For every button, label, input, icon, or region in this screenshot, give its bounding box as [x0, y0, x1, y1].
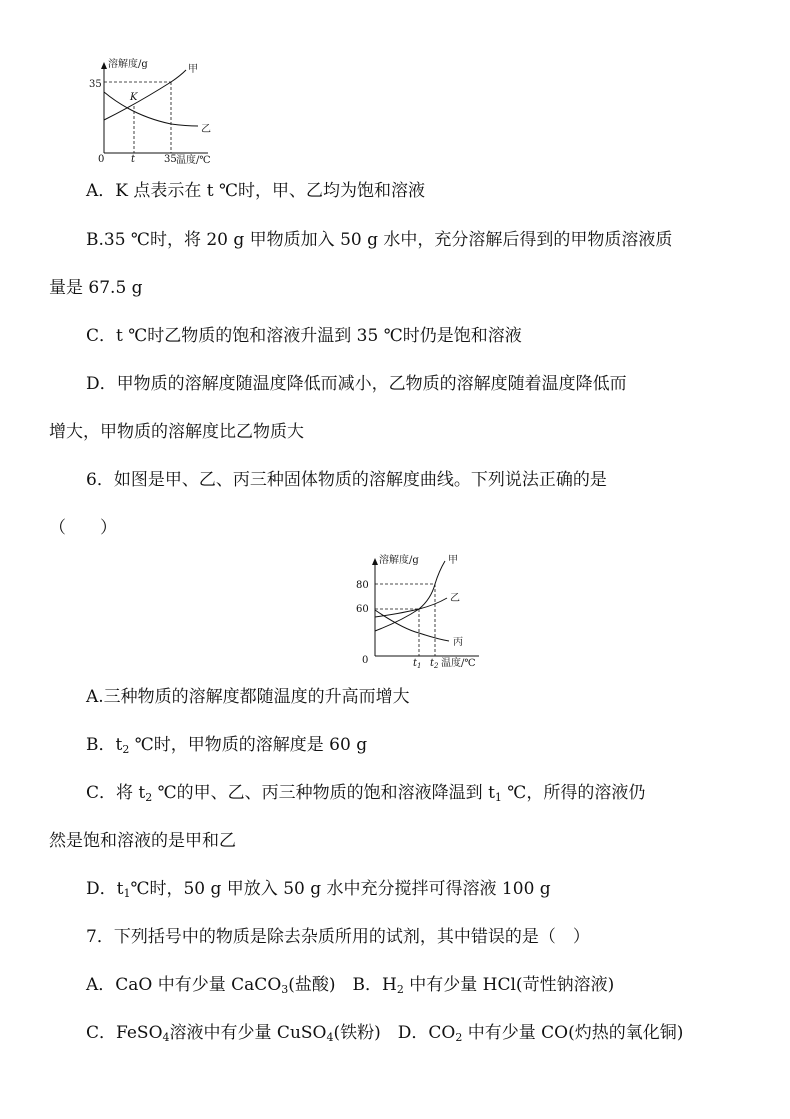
x-tick-t2: $t_2$	[430, 658, 439, 670]
x-tick-35: 35	[164, 154, 177, 165]
q6-option-c-line1: C．将 $t_2$ ℃的甲、乙、丙三种物质的饱和溶液降温到 $t_1$ ℃，所得的溶液仍	[86, 783, 646, 804]
y-tick-60: 60	[356, 604, 369, 615]
q5-option-d-line1: D．甲物质的溶解度随温度降低而减小，乙物质的溶解度随着温度降低而	[86, 374, 627, 394]
label-yi: 乙	[450, 593, 460, 604]
y-tick-35: 35	[89, 79, 102, 90]
x-axis-label: 温度/℃	[441, 658, 476, 669]
curve-bing	[375, 610, 449, 641]
origin-label: 0	[98, 154, 105, 165]
y-axis-label: 溶解度/g	[108, 59, 148, 70]
solubility-chart-2	[353, 553, 493, 671]
y-axis-label: 溶解度/g	[379, 555, 419, 566]
q7-options-ab: A．CaO 中有少量 CaCO$_3$(盐酸) B．$H_2$ 中有少量 HCl(苛性钠溶液)	[86, 975, 615, 996]
curve-jia	[375, 561, 445, 631]
q7-options-cd: C．FeSO$_4$溶液中有少量 CuSO$_4$(铁粉) D．$CO_2$ 中有少量 CO(灼热的氧化铜)	[86, 1023, 684, 1044]
q6-option-d: D．$t_1℃$时，50 g 甲放入 50 g 水中充分搅拌可得溶液 100 g	[86, 879, 551, 900]
y-axis-arrow	[101, 62, 107, 69]
curve-yi	[104, 92, 198, 126]
q5-option-d-line2: 增大，甲物质的溶解度比乙物质大	[49, 422, 304, 442]
solubility-chart-1	[88, 58, 228, 168]
q5-option-b-line1: B.35 ℃时，将 20 g 甲物质加入 50 g 水中，充分溶解后得到的甲物质溶液质	[86, 230, 673, 250]
origin-label: 0	[362, 655, 369, 666]
q6-option-a: A.三种物质的溶解度都随温度的升高而增大	[86, 687, 410, 707]
q5-option-a: A．K 点表示在 t ℃时，甲、乙均为饱和溶液	[86, 181, 426, 201]
x-axis-label: 温度/℃	[176, 155, 211, 166]
label-jia: 甲	[448, 555, 458, 566]
q5-option-b-line2: 量是 67.5 g	[49, 278, 143, 298]
label-jia: 甲	[188, 64, 198, 75]
label-k: K	[130, 92, 138, 103]
curve-jia	[104, 70, 186, 120]
q6-stem-line1: 6．如图是甲、乙、丙三种固体物质的溶解度曲线。下列说法正确的是	[86, 470, 607, 490]
label-yi: 乙	[201, 124, 211, 135]
label-bing: 丙	[453, 637, 463, 648]
y-axis-arrow	[372, 558, 378, 565]
x-tick-t1: $t_1$	[413, 658, 422, 670]
x-tick-t: t	[131, 154, 136, 165]
q6-option-c-line2: 然是饱和溶液的是甲和乙	[49, 831, 236, 851]
q5-option-c: C．t ℃时乙物质的饱和溶液升温到 35 ℃时仍是饱和溶液	[86, 326, 522, 346]
q7-stem: 7．下列括号中的物质是除去杂质所用的试剂，其中错误的是（ ）	[86, 927, 590, 947]
q6-option-b: B．$t_2$ ℃时，甲物质的溶解度是 60 g	[86, 735, 368, 756]
q6-stem-line2: （ ）	[49, 518, 117, 538]
y-tick-80: 80	[356, 580, 369, 591]
